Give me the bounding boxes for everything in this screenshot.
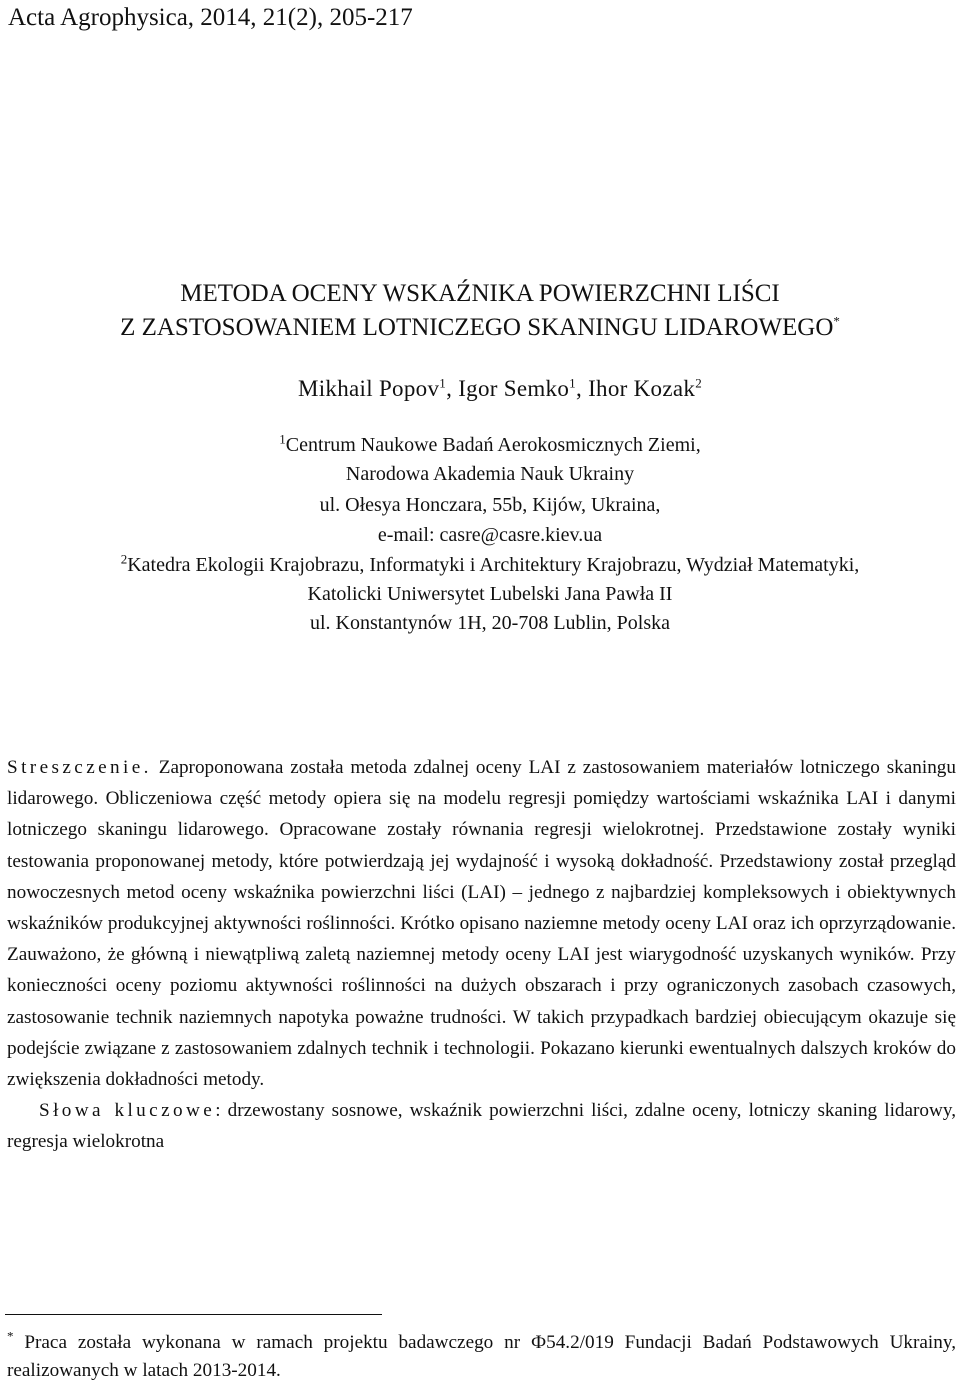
abstract-text: Zaproponowana została metoda zdalnej oceny LAI z zastosowaniem materiałów lotniczego skaningu lidarowego. Obliczeniowa część metody opiera się na modelu regresji pomiędzy wartościami wskaźnika LAI i danymi lotniczego skaningu lidarowego. Opracowane zostały równania regresji wielokrotnej. Przedstawione zostały wyniki testowania proponowanej metody, które potwierdzają jej wydajność i wysoką dokładność. Przedstawiony został przegląd nowoczesnych metod oceny wskaźnika powierzchni liści (LAI) – jednego z najbardziej kompleksowych i obiektywnych wskaźników produkcyjnej aktywności roślinności. Krótko opisano naziemne metody oceny LAI oraz ich oprzyrządowanie. Zauważono, że główną i niewątpliwą zaletą naziemnej metody oceny LAI jest wiarygodność uzyskanych wyników. Przy konieczności oceny poziomu aktywności roślinności na dużych obszarach i przy ograniczonych zasobach czasowych, zastosowanie technik naziemnych napotyka poważne trudności. W takich przypadkach bardziej obiecującym okazuje się podejście związane z zastosowaniem zdalnych technik i technologii. Pokazano kierunki ewentualnych dalszych kroków do zwiększenia dokładności metody. bbox=[7, 757, 956, 1091]
title-footnote-mark: * bbox=[833, 313, 840, 329]
affiliation-1-line-2: Narodowa Akademia Nauk Ukrainy bbox=[345, 463, 635, 485]
footnote-divider bbox=[5, 1314, 382, 1315]
author-affiliation-mark: 1 bbox=[569, 375, 576, 391]
keywords-label: Słowa kluczowe bbox=[39, 1100, 216, 1122]
footnote bbox=[7, 1329, 956, 1385]
keywords-text: : drzewostany sosnowe, wskaźnik powierzchni liści, zdalne oceny, lotniczy skaning lidarowy, regresja wielokrotna bbox=[7, 1100, 956, 1153]
affiliation-2-line-2: Katolicki Uniwersytet Lubelski Jana Pawła II bbox=[307, 583, 673, 605]
author-affiliation-mark: 1 bbox=[439, 375, 447, 391]
abstract-label: Streszczenie. bbox=[7, 757, 152, 778]
title-line-1: METODA OCENY WSKAŹNIKA POWIERZCHNI LIŚCI bbox=[180, 280, 780, 307]
affiliation-text: Katedra Ekologii Krajobrazu, Informatyki i Architektury Krajobrazu, Wydział Matematyki, bbox=[127, 554, 860, 576]
footnote-text: Praca została wykonana w ramach projektu badawczego nr Ф54.2/019 Fundacji Badań Podstawowych Ukrainy, realizowanych w latach 2013-2014. bbox=[7, 1332, 956, 1381]
authors-line: Mikhail Popov$^1$, Igor Semko$^1$, Ihor Kozak$^2$ bbox=[297, 375, 702, 401]
affiliation-mark: 2 bbox=[120, 551, 128, 567]
affiliation-2-line-3: ul. Konstantynów 1H, 20-708 Lublin, Polska bbox=[310, 612, 670, 634]
affiliation-1-line-3: ul. Ołesya Honczara, 55b, Kijów, Ukraina, bbox=[319, 494, 661, 516]
affiliation-1-email: e-mail: casre@casre.kiev.ua bbox=[377, 524, 603, 546]
author-name: Mikhail Popov bbox=[297, 376, 440, 401]
affiliation-text: Centrum Naukowe Badań Aerokosmicznych Ziemi, bbox=[285, 434, 701, 456]
affiliation-1-line-1 bbox=[0, 431, 960, 457]
abstract bbox=[7, 752, 956, 1158]
title-line-2-text: Z ZASTOSOWANIEM LOTNICZEGO SKANINGU LIDAROWEGO bbox=[120, 314, 834, 341]
affiliation-2-line-1 bbox=[0, 551, 960, 577]
footnote-mark: * bbox=[7, 1328, 14, 1344]
journal-reference: Acta Agrophysica, 2014, 21(2), 205-217 bbox=[8, 4, 413, 31]
author-affiliation-mark: 2 bbox=[695, 375, 702, 391]
title-line-2 bbox=[0, 314, 960, 342]
author-name: Ihor Kozak bbox=[588, 376, 696, 401]
author-name: Igor Semko bbox=[458, 376, 570, 401]
affiliation-mark: 1 bbox=[279, 431, 286, 447]
